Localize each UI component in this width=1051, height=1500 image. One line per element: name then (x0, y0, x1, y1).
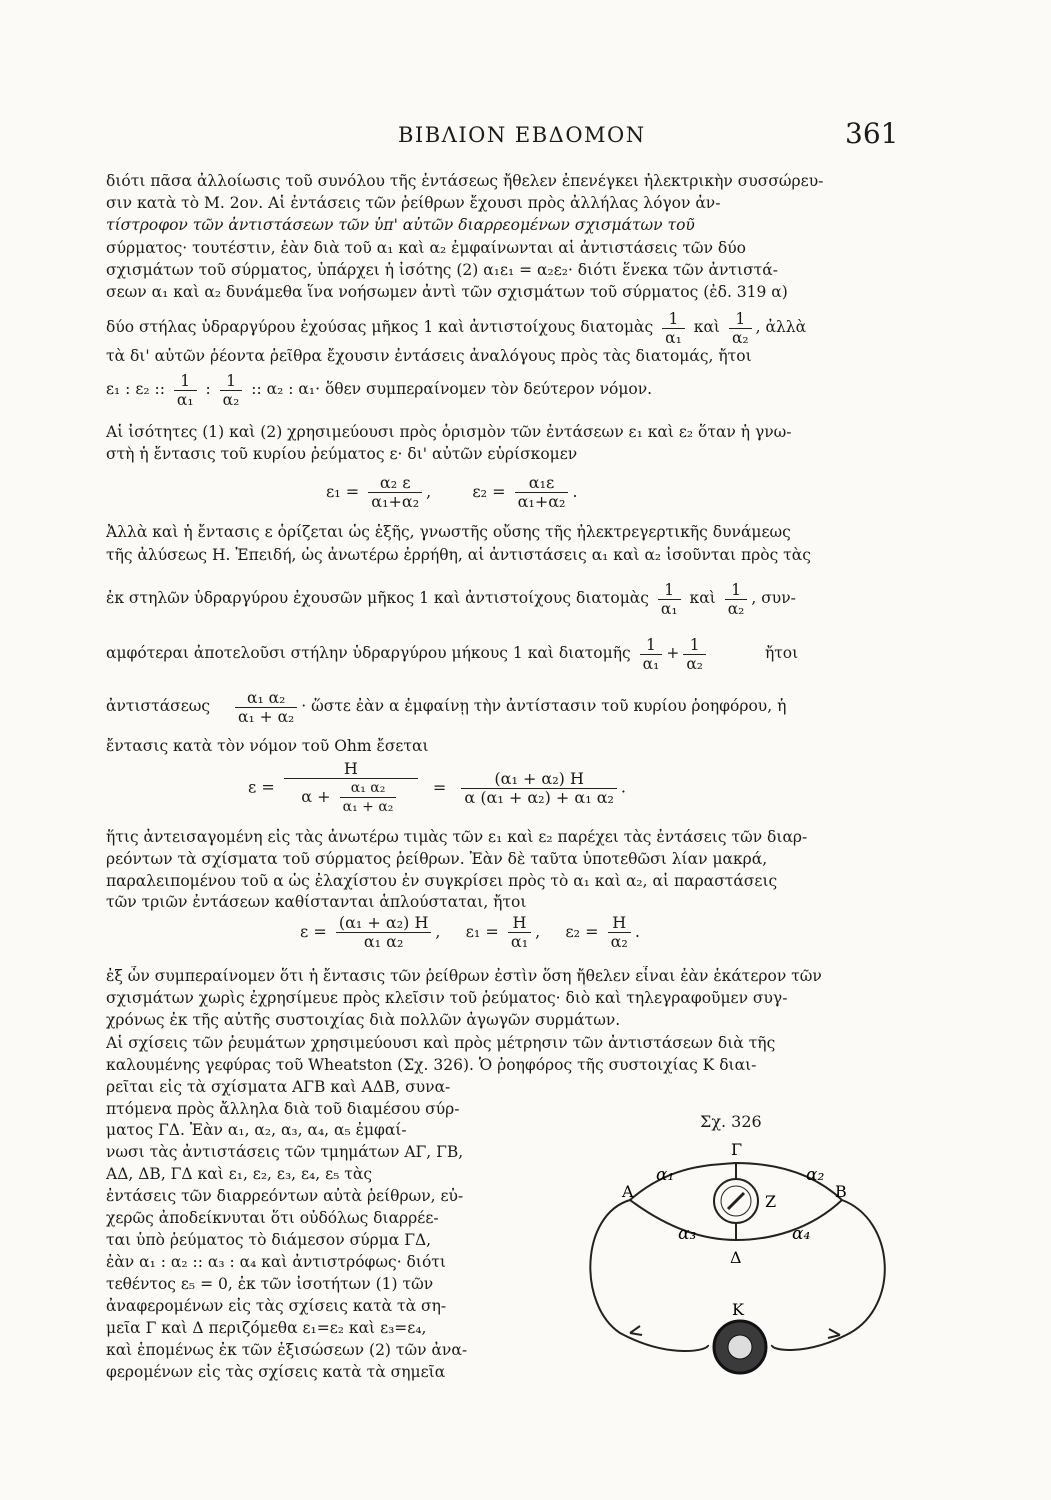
label-a4: α₄ (792, 1224, 811, 1244)
numerator: 1 (220, 372, 243, 391)
column-line: φερομένων εἰς τὰς σχίσεις κατὰ τὰ σημεῖα (106, 1363, 446, 1381)
denominator (284, 779, 418, 816)
text-line: ἐξ ὧν συμπεραίνομεν ὅτι ἡ ἔντασις τῶν ῥείθρων ἐστὶν ὅση ἤθελεν εἶναι ἐὰν ἑκάτερον τῶν (106, 967, 822, 985)
text-line: σεων α₁ καὶ α₂ δυνάμεθα ἵνα νοήσωμεν ἀντὶ τῶν σχισμάτων τοῦ σύρματος (ἐδ. 319 α) (106, 283, 788, 301)
column-line: ἀναφερομένων εἰς τὰς σχίσεις κατὰ τὰ ση- (106, 1297, 447, 1315)
eq-text: ε₂ = (472, 482, 506, 501)
denominator: α₁ + α₂ (238, 707, 295, 726)
column-line: ΑΔ, ΔΒ, ΓΔ καὶ ε₁, ε₂, ε₃, ε₄, ε₅ τὰς (106, 1165, 372, 1183)
fraction (658, 581, 681, 618)
denominator: α₂ (731, 328, 749, 347)
label-A: Α (622, 1182, 634, 1201)
label-K: Κ (732, 1300, 744, 1319)
numerator: α₁ α₂ (340, 779, 397, 798)
text-segment: : (205, 380, 211, 398)
fraction (235, 689, 297, 726)
text-line-with-fractions (106, 307, 896, 349)
text-line: Αἱ σχίσεις τῶν ῥευμάτων χρησιμεύουσι καὶ πρὸς μέτρησιν τῶν ἀντιστάσεων διὰ τῆς (106, 1034, 776, 1052)
eq-text: ε = (300, 922, 327, 941)
numerator: 1 (662, 310, 685, 329)
text-line-with-fractions (106, 578, 896, 620)
fraction (220, 372, 243, 409)
eq-text: , (426, 482, 432, 501)
numerator: 1 (725, 581, 748, 600)
text-line-with-fractions (106, 633, 896, 675)
numerator: α₁ε (515, 474, 569, 493)
equation-simplified (300, 914, 640, 951)
fraction (640, 636, 663, 673)
text-line: τῶν τριῶν ἐντάσεων καθίστανται ἁπλούσταται, ἤτοι (106, 893, 527, 911)
denominator: α₁ + α₂ (342, 799, 394, 815)
compound-fraction (284, 760, 418, 816)
column-line: ματος ΓΔ. Ἐὰν α₁, α₂, α₃, α₄, α₅ ἐμφαί- (106, 1121, 407, 1139)
denominator: α (α₁ + α₂) + α₁ α₂ (464, 787, 614, 807)
page-header (0, 117, 1051, 153)
label-a3: α₃ (678, 1224, 697, 1244)
text-line: ἔντασις κατὰ τὸν νόμον τοῦ Ohm ἔσεται (106, 737, 429, 755)
text-segment: + (666, 644, 680, 662)
label-Z: Ζ (765, 1192, 777, 1211)
text-line: χρόνως ἐκ τῆς αὐτῆς συστοιχίας διὰ πολλῶν ἀγωγῶν συρμάτων. (106, 1011, 621, 1029)
battery-cell (728, 1335, 752, 1359)
text-segment: , ἀλλὰ (755, 318, 807, 336)
numerator: 1 (640, 636, 663, 655)
denominator: α₁ (665, 328, 682, 347)
fraction (662, 310, 685, 347)
denominator: α₂ (686, 654, 703, 673)
fraction (729, 310, 752, 347)
outer-wire-left (590, 1200, 708, 1351)
text-line: στὴ ἡ ἔντασις τοῦ κυρίου ῥεύματος ε· δι' αὐτῶν εὑρίσκομεν (106, 445, 578, 463)
fraction (336, 914, 432, 951)
column-line: ται ὑπὸ ῥεύματος τὸ διάμεσον σύρμα ΓΔ, (106, 1231, 432, 1249)
numerator: (α₁ + α₂) Η (461, 770, 617, 789)
text-line: τίστροφον τῶν ἀντιστάσεων τῶν ὑπ' αὐτῶν διαρρεομένων σχισμάτων τοῦ (106, 216, 695, 234)
numerator: 1 (729, 310, 752, 329)
fraction (515, 474, 569, 511)
label-G: Γ (731, 1140, 743, 1159)
page-number: 361 (845, 117, 899, 150)
fraction (174, 372, 197, 409)
text-line: τὰ δι' αὐτῶν ῥέοντα ῥεῖθρα ἔχουσιν ἐντάσεις ἀναλόγους πρὸς τὰς διατομάς, ἤτοι (106, 347, 752, 365)
eq-text: ε₁ = (326, 482, 360, 501)
eq-text: , (435, 922, 441, 941)
numerator: 1 (683, 636, 706, 655)
denominator: α₁+α₂ (371, 492, 420, 511)
numerator: α₁ α₂ (235, 689, 297, 708)
text-segment: ε₁ : ε₂ :: (106, 380, 165, 398)
denominator: α₂ (222, 390, 240, 409)
proportion-line (106, 369, 896, 411)
numerator: α₂ ε (368, 474, 422, 493)
numerator: Η (608, 914, 631, 933)
text-line: σύρματος· τουτέστιν, ἐὰν διὰ τοῦ α₁ καὶ α₂ ἐμφαίνωνται αἱ ἀντιστάσεις τῶν δύο (106, 239, 747, 257)
column-line: χερῶς ἀποδείκνυται ὅτι οὐδόλως διαρρέε- (106, 1209, 439, 1227)
eq-text: . (620, 777, 627, 797)
label-B: Β (835, 1182, 847, 1201)
eq-text: = (432, 777, 447, 797)
text-line: Αἱ ἰσότητες (1) καὶ (2) χρησιμεύουσι πρὸς ὁρισμὸν τῶν ἐντάσεων ε₁ καὶ ε₂ ὅταν ἡ γνω- (106, 423, 792, 441)
text-segment: ἐκ στηλῶν ὑδραργύρου ἐχουσῶν μῆκος 1 καὶ ἀντιστοίχους διατομὰς (106, 589, 649, 607)
denominator: α₁ (642, 654, 660, 673)
denominator: α₁ α₂ (363, 932, 404, 951)
text-line-with-fractions (106, 686, 896, 728)
fraction (683, 636, 706, 673)
denominator: α₁ (176, 390, 194, 409)
column-line: καὶ ἑπομένως ἐκ τῶν ἐξισώσεων (2) τῶν ἀνα- (106, 1341, 468, 1359)
eq-text: , (535, 922, 541, 941)
wheatstone-bridge-figure (560, 1135, 920, 1385)
numerator: 1 (658, 581, 681, 600)
equation-ohm (248, 760, 626, 816)
eq-text: . (572, 482, 578, 501)
text-line: καλουμένης γεφύρας τοῦ Wheatston (Σχ. 326). Ὁ ῥοηφόρος τῆς συστοιχίας Κ διαι- (106, 1056, 757, 1074)
text-line: διότι πᾶσα ἀλλοίωσις τοῦ συνόλου τῆς ἐντάσεως ἤθελεν ἐπενέγκει ἠλεκτρικὴν συσσώρευ- (106, 172, 824, 190)
column-line: ἐντάσεις τῶν διαρρεόντων αὐτὰ ῥείθρων, εὐ- (106, 1187, 464, 1205)
text-segment: :: α₂ : α₁· ὅθεν συμπεραίνομεν τὸν δεύτερον νόμον. (251, 380, 653, 398)
fraction (508, 914, 531, 951)
fraction (725, 581, 748, 618)
text-line: παραλειπομένου τοῦ α ὡς ἐλαχίστου ἐν συγκρίσει πρὸς τὸ α₁ καὶ α₂, αἱ παραστάσεις (106, 872, 778, 890)
running-title: ΒΙΒΛΙΟΝ ΕΒΔΟΜΟΝ (398, 123, 646, 147)
text-segment: ἀντιστάσεως (106, 697, 211, 715)
denominator: α₁ (510, 932, 529, 951)
fraction (368, 474, 422, 511)
denominator: α₁+α₂ (517, 492, 566, 511)
fraction (461, 770, 617, 807)
text-segment: , συν- (751, 589, 796, 607)
figure-caption: Σχ. 326 (700, 1112, 762, 1131)
denominator: α₂ (610, 932, 628, 951)
text-segment: καὶ (693, 318, 720, 336)
denominator: α₁ (660, 599, 678, 618)
outer-wire-right (772, 1200, 885, 1350)
text-line: σιν κατὰ τὸ Μ. 2ον. Αἱ ἐντάσεις τῶν ῥείθρων ἔχουσι πρὸς ἀλλήλας λόγον ἀν- (106, 194, 721, 212)
fraction (340, 779, 397, 816)
label-a2: α₂ (806, 1165, 825, 1185)
equation-1 (326, 474, 578, 511)
text-line: ἥτις ἀντεισαγομένη εἰς τὰς ἀνωτέρω τιμὰς τῶν ε₁ καὶ ε₂ παρέχει τὰς ἐντάσεις τῶν διαρ- (106, 828, 808, 846)
text-segment: ἤτοι (764, 644, 799, 662)
eq-text: ε₂ = (565, 922, 599, 941)
column-line: ἐὰν α₁ : α₂ :: α₃ : α₄ καὶ ἀντιστρόφως· διότι (106, 1253, 446, 1271)
current-arrow-icon (630, 1326, 642, 1335)
numerator: 1 (174, 372, 197, 391)
text-segment: καὶ (689, 589, 716, 607)
eq-text: . (634, 922, 640, 941)
text-line: σχισμάτων χωρὶς ἐχρησίμευε πρὸς κλεῖσιν τοῦ ῥεύματος· διὸ καὶ τηλεγραφοῦμεν συγ- (106, 989, 788, 1007)
label-D: Δ (730, 1248, 742, 1267)
column-line: τεθέντος ε₅ = 0, ἐκ τῶν ἰσοτήτων (1) τῶν (106, 1275, 434, 1293)
numerator: Η (284, 760, 418, 779)
numerator: (α₁ + α₂) Η (336, 914, 432, 933)
denominator: α₂ (727, 599, 745, 618)
text-line: τῆς ἀλύσεως Η. Ἐπειδή, ὡς ἀνωτέρω ἐρρήθη, αἱ ἀντιστάσεις α₁ καὶ α₂ ἰσοῦνται πρὸς τὰς (106, 546, 811, 564)
fraction (608, 914, 631, 951)
text-segment: δύο στήλας ὑδραργύρου ἐχούσας μῆκος 1 καὶ ἀντιστοίχους διατομὰς (106, 318, 654, 336)
eq-text: α + (301, 787, 331, 806)
text-line: σχισμάτων τοῦ σύρματος, ὑπάρχει ἡ ἰσότης (2) α₁ε₁ = α₂ε₂· διότι ἕνεκα τῶν ἀντιστά- (106, 261, 778, 279)
column-line: πτόμενα πρὸς ἄλληλα διὰ τοῦ διαμέσου σύρ- (106, 1100, 460, 1118)
current-arrow-icon (828, 1329, 840, 1338)
text-segment: · ὥστε ἐὰν α ἐμφαίνῃ τὴν ἀντίστασιν τοῦ κυρίου ῥοηφόρου, ἡ (301, 697, 787, 715)
eq-text: ε₁ = (465, 922, 499, 941)
text-line: ρεόντων τὰ σχίσματα τοῦ σύρματος ῥείθρων. Ἐὰν δὲ ταῦτα ὑποτεθῶσι λίαν μακρά, (106, 850, 768, 868)
label-a1: α₁ (656, 1165, 675, 1185)
column-line: ρεῖται εἰς τὰ σχίσματα ΑΓΒ καὶ ΑΔΒ, συνα- (106, 1078, 451, 1096)
text-line: Ἀλλὰ καὶ ἡ ἔντασις ε ὁρίζεται ὡς ἑξῆς, γνωστῆς οὔσης τῆς ἠλεκτρεγερτικῆς δυνάμεως (106, 523, 791, 541)
column-line: μεῖα Γ καὶ Δ περιζόμεθα ε₁=ε₂ καὶ ε₃=ε₄, (106, 1319, 427, 1337)
text-segment: αμφότεραι ἀποτελοῦσι στήλην ὑδραργύρου μήκους 1 καὶ διατομῆς (106, 644, 631, 662)
numerator: Η (508, 914, 531, 933)
column-line: νωσι τὰς ἀντιστάσεις τῶν τμημάτων ΑΓ, ΓΒ, (106, 1143, 464, 1161)
eq-text: ε = (248, 777, 275, 797)
